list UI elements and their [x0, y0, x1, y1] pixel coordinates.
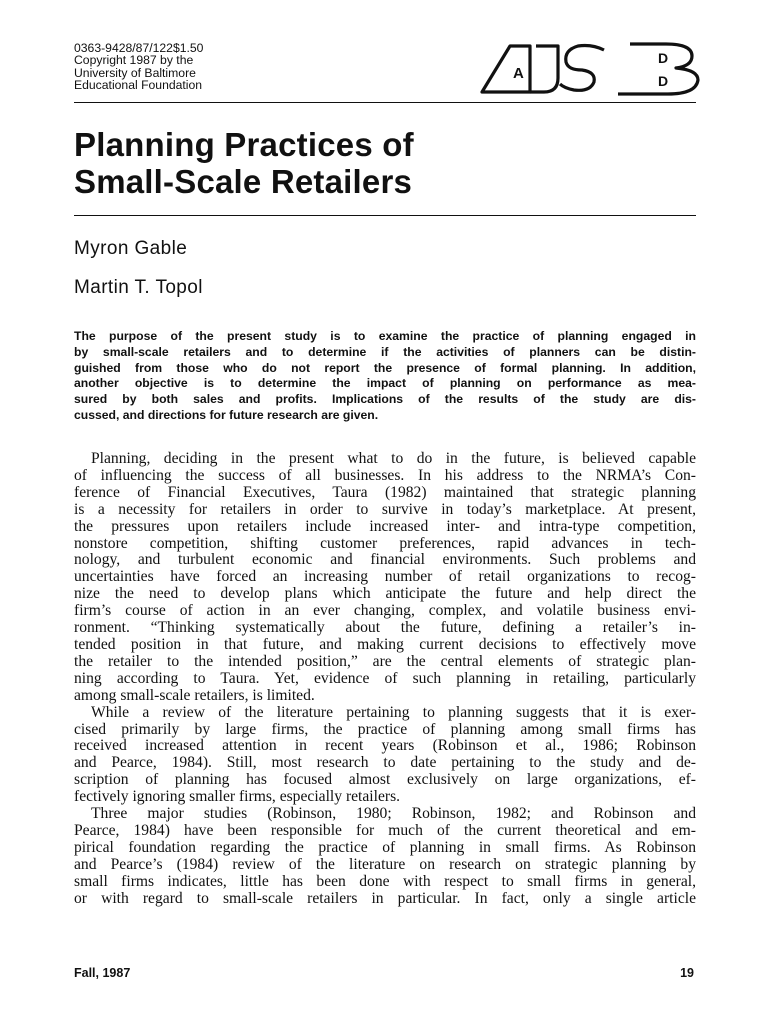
- abstract-line: The purpose of the present study is to examine the practice of planning engaged in: [74, 329, 696, 343]
- author-name: Martin T. Topol: [74, 277, 203, 298]
- body-line: ronment. “Thinking systematically about the future, defining a retailer’s in-: [74, 619, 696, 637]
- body-line: Pearce, 1984) have been responsible for much of the current theoretical and em-: [74, 821, 696, 839]
- body-line: received increased attention in recent years (Robinson et al., 1986; Robinson: [74, 737, 696, 755]
- body-line: ning according to Taura. Yet, evidence of such planning in retailing, particularly: [74, 669, 696, 687]
- article-title: [74, 126, 696, 200]
- copyright-line: 0363-9428/87/122$1.50: [74, 41, 204, 55]
- body-line: nonstore competition, shifting customer preferences, rapid advances in tech-: [74, 534, 696, 552]
- abstract-line: by small-scale retailers and to determine if the activities of planners can be distin-: [74, 344, 696, 359]
- header-rule: [74, 102, 696, 103]
- body-line: and Pearce, 1984). Still, most research to date pertaining to the study and de-: [74, 754, 696, 772]
- body-line: firm’s course of action in an ever changing, complex, and volatile business envi-: [74, 602, 696, 620]
- copyright-line: University of Baltimore: [74, 65, 196, 80]
- body-line: nology, and turbulent economic and financial environments. Such problems and: [74, 551, 696, 569]
- abstract-line: another objective is to determine the impact of planning on performance as mea-: [74, 376, 696, 391]
- logo-small-d-top: D: [658, 50, 669, 66]
- abstract-line: sured by both sales and profits. Implications of the results of the study are dis-: [74, 392, 696, 407]
- issue-date: Fall, 1987: [74, 966, 131, 980]
- page-number: 19: [680, 966, 694, 980]
- body-line: While a review of the literature pertaining to planning suggests that it is exer-: [91, 703, 696, 721]
- body-line: and Pearce’s (1984) review of the literature on research on strategic planning by: [74, 855, 696, 873]
- body-line: Three major studies (Robinson, 1980; Robinson, 1982; and Robinson and: [91, 805, 696, 823]
- body-line: tended position in that future, and making current decisions to effectively move: [74, 635, 696, 653]
- copyright-notice: [74, 42, 203, 92]
- body-line: cised primarily by large firms, the practice of planning among small firms has: [74, 720, 696, 738]
- title-line: Planning Practices of: [74, 126, 414, 163]
- body-line: nize the need to develop plans which anticipate the future and help direct the: [74, 585, 696, 603]
- abstract-line: cussed, and directions for future research are given.: [74, 407, 379, 422]
- abstract: [74, 329, 696, 424]
- title-line: Small-Scale Retailers: [74, 163, 413, 200]
- body-line: small firms indicates, little has been done with respect to small firms in general,: [74, 872, 696, 890]
- body-line: or with regard to small-scale retailers in particular. In fact, only a single article: [74, 889, 696, 907]
- body-line: pirical foundation regarding the practice of planning in small firms. As Robinson: [74, 838, 696, 856]
- body-line: ference of Financial Executives, Taura (1982) maintained that strategic planning: [74, 483, 696, 501]
- author-name: Myron Gable: [74, 238, 188, 259]
- body-line: of influencing the success of all businesses. In his address to the NRMA’s Con-: [74, 466, 696, 484]
- journal-logo: [480, 40, 704, 96]
- logo-small-a: A: [513, 65, 524, 82]
- copyright-line: Copyright 1987 by the: [74, 53, 194, 68]
- article-body: [74, 451, 696, 907]
- body-line: is a necessity for retailers in order to survive in today’s marketplace. At present,: [74, 500, 696, 518]
- body-line: Planning, deciding in the present what to do in the future, is believed capable: [91, 450, 696, 467]
- copyright-line: Educational Foundation: [74, 78, 203, 93]
- body-line: uncertainties have forced an increasing number of retail organizations to recog-: [74, 568, 696, 586]
- body-line: fectively ignoring smaller firms, especially retailers.: [74, 788, 401, 806]
- abstract-line: guished from those who do not report the presence of formal planning. In addition,: [74, 360, 696, 375]
- body-line: among small-scale retailers, is limited.: [74, 686, 315, 704]
- logo-small-d-bottom: D: [658, 73, 669, 89]
- body-line: the retailer to the intended position,” are the central elements of strategic plan-: [74, 652, 696, 670]
- title-rule: [74, 215, 696, 216]
- body-line: the pressures upon retailers include increased inter- and intra-type competition,: [74, 517, 696, 535]
- body-line: scription of planning has focused almost exclusively on large organizations, ef-: [74, 771, 696, 789]
